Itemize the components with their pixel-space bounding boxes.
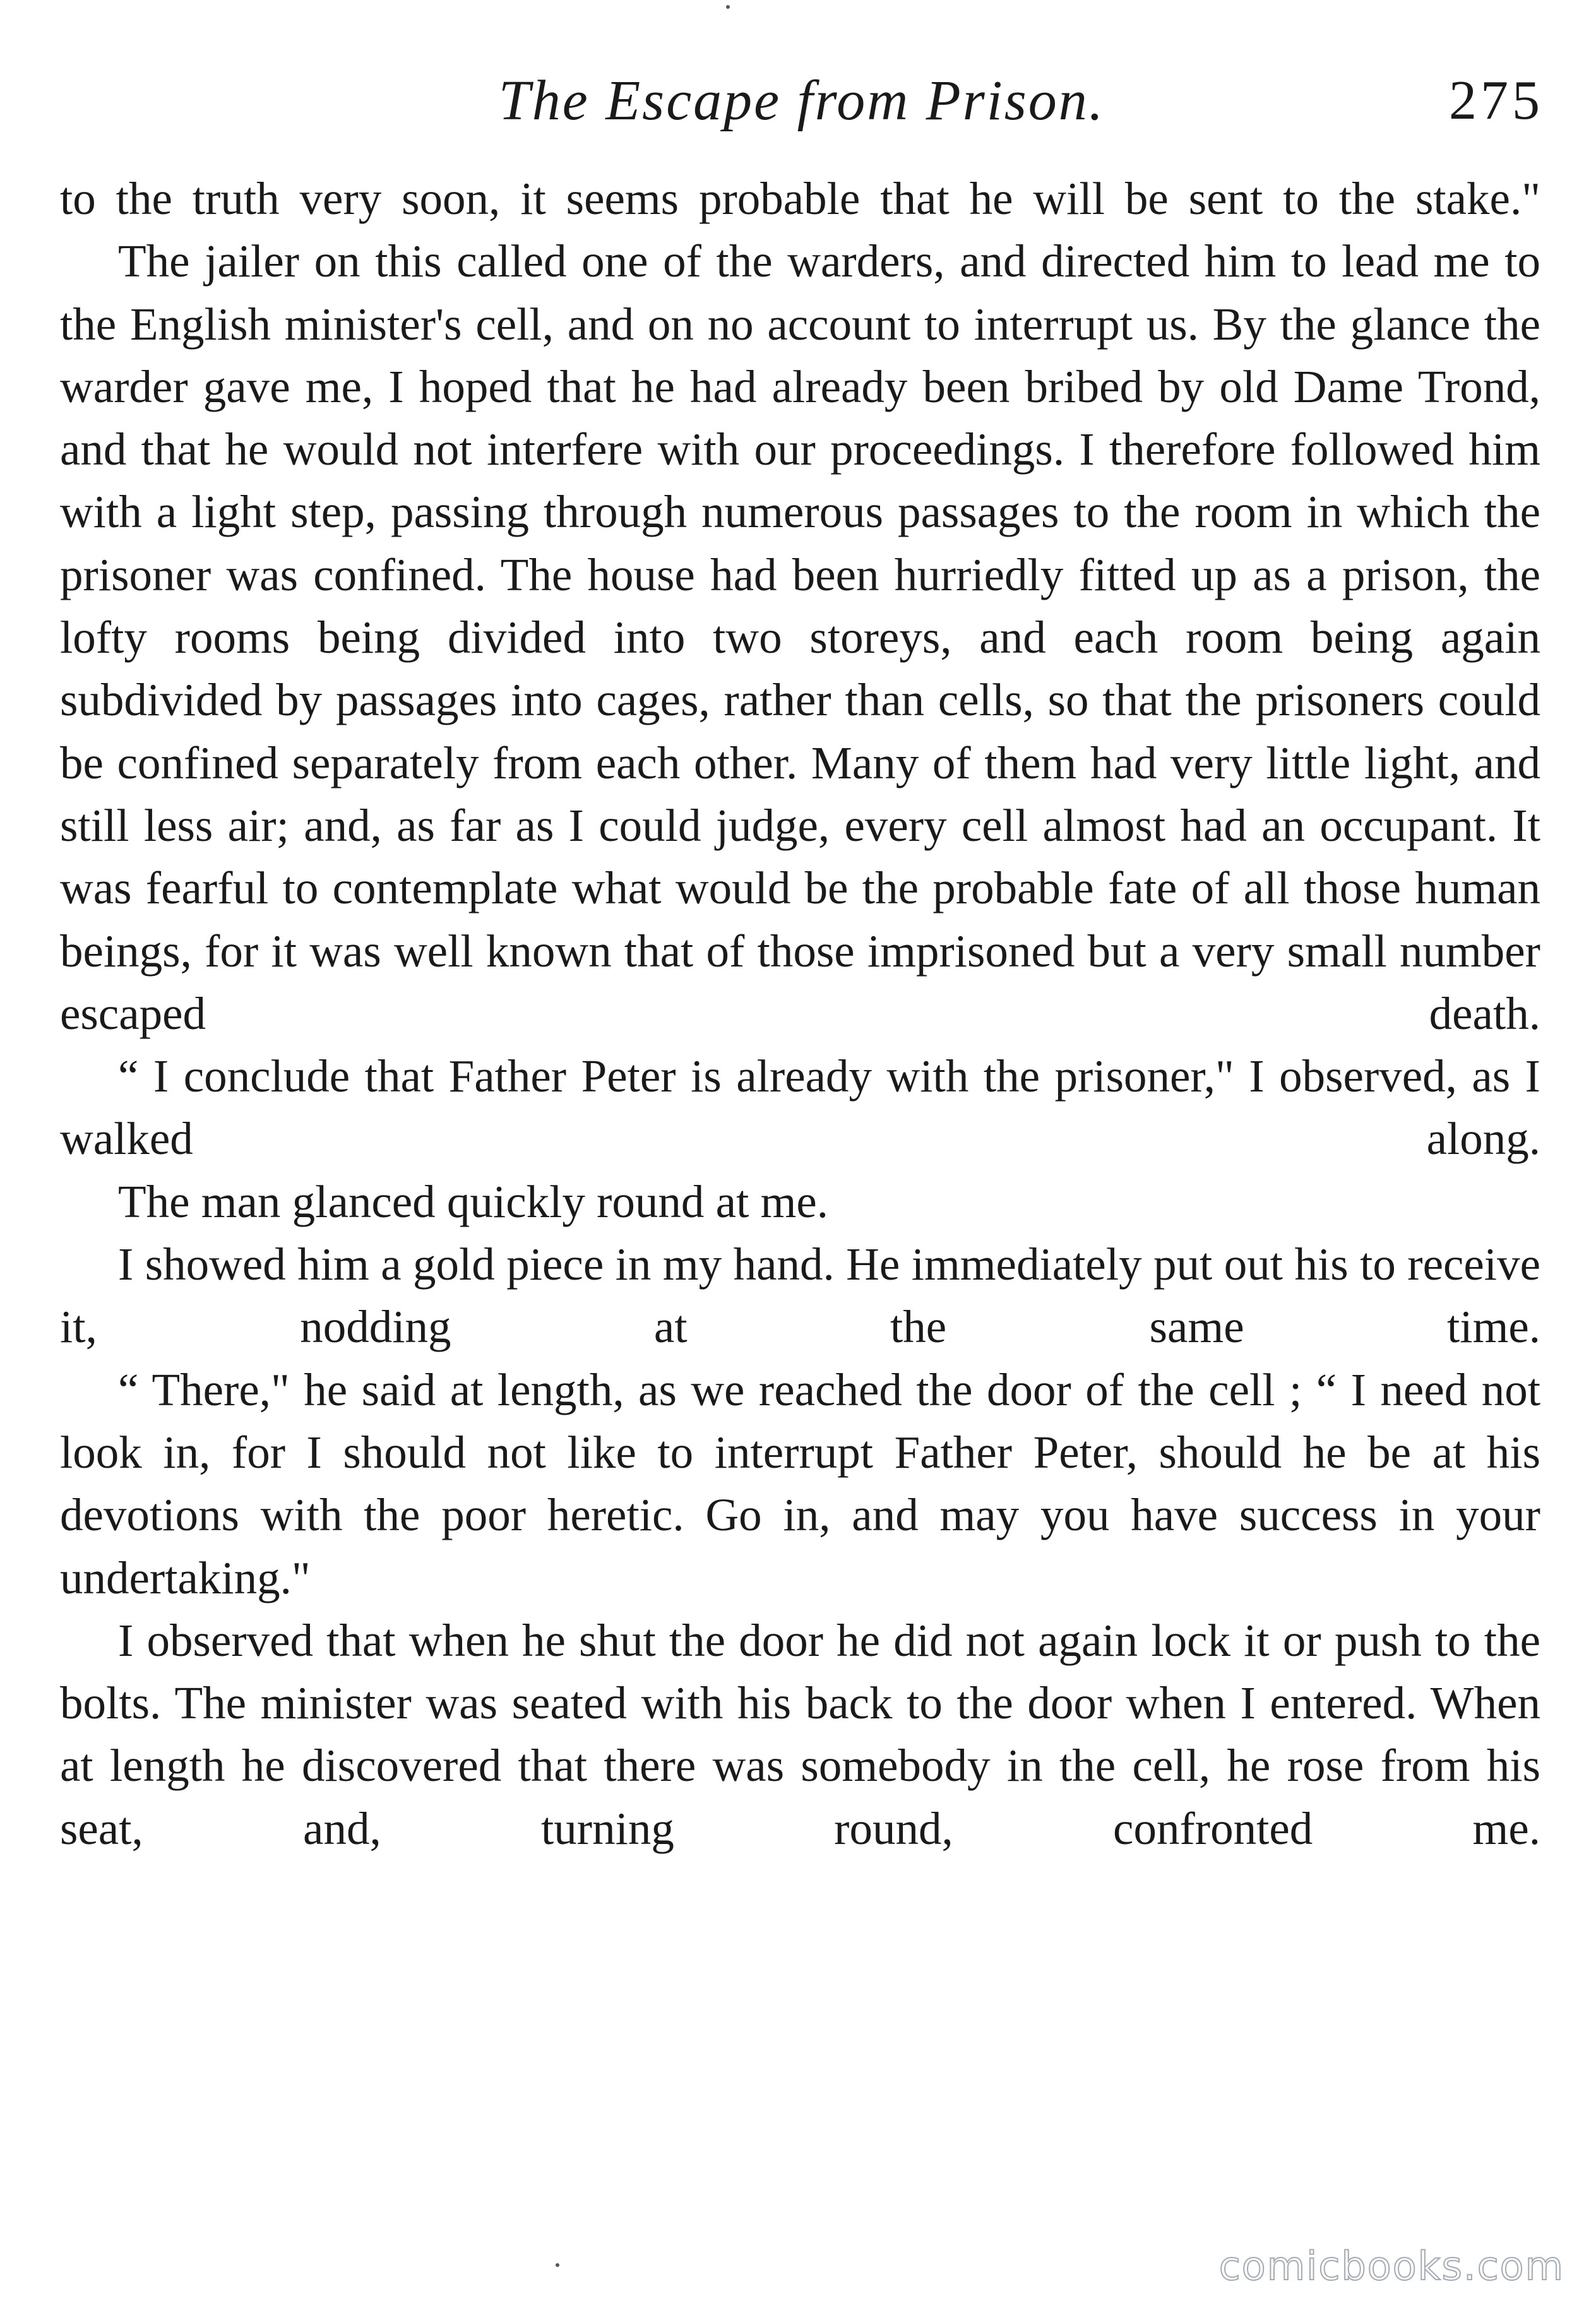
paragraph-man-glanced: The man glanced quickly round at me. [118, 1175, 829, 1227]
running-title: The Escape from Prison. [498, 69, 1105, 132]
print-speck [556, 2263, 559, 2267]
paragraph-gold-piece: I showed him a gold piece in my hand. He immediately put out his to receive it, nodding at the same time. [60, 1239, 1540, 1353]
paragraph-father-peter: “ I conclude that Father Peter is already with the prisoner," I observed, as I walked along. [60, 1050, 1540, 1165]
body-text [60, 167, 1540, 1860]
paragraph-continued: to the truth very soon, it seems probable that he will be sent to the stake." [60, 173, 1540, 224]
watermark: comicbooks.com [1218, 2243, 1564, 2289]
paragraph-there: “ There," he said at length, as we reached the door of the cell ; “ I need not look in, for I should not like to interrupt Father Peter, should he be at his devotions with the poor heretic. Go in, and may you have success in your undertaking." [60, 1364, 1540, 1603]
paragraph-minister: I observed that when he shut the door he did not again lock it or push to the bolts. The minister was seated with his back to the door when I entered. When at length he discovered that there was somebody in the cell, he rose from his seat, and, turning round, confronted me. [60, 1614, 1540, 1854]
print-speck [726, 5, 730, 9]
running-head [60, 60, 1544, 142]
page-number: 275 [1449, 70, 1544, 131]
paragraph-jailer: The jailer on this called one of the warders, and directed him to lead me to the English minister's cell, and on no account to interrupt us. By the glance the warder gave me, I hoped that he had already been bribed by old Dame Trond, and that he would not interfere with our proceedings. I therefore followed him with a light step, passing through numerous passages to the room in which the prisoner was confined. The house had been hurriedly fitted up as a prison, the lofty rooms being divided into two storeys, and each room being again subdivided by passages into cages, rather than cells, so that the prisoners could be confined separately from each other. Many of them had very little light, and still less air; and, as far as I could judge, every cell almost had an occupant. It was fearful to contemplate what would be the probable fate of all those human beings, for it was well known that of those imprisoned but a very small number escaped death. [60, 235, 1540, 1039]
